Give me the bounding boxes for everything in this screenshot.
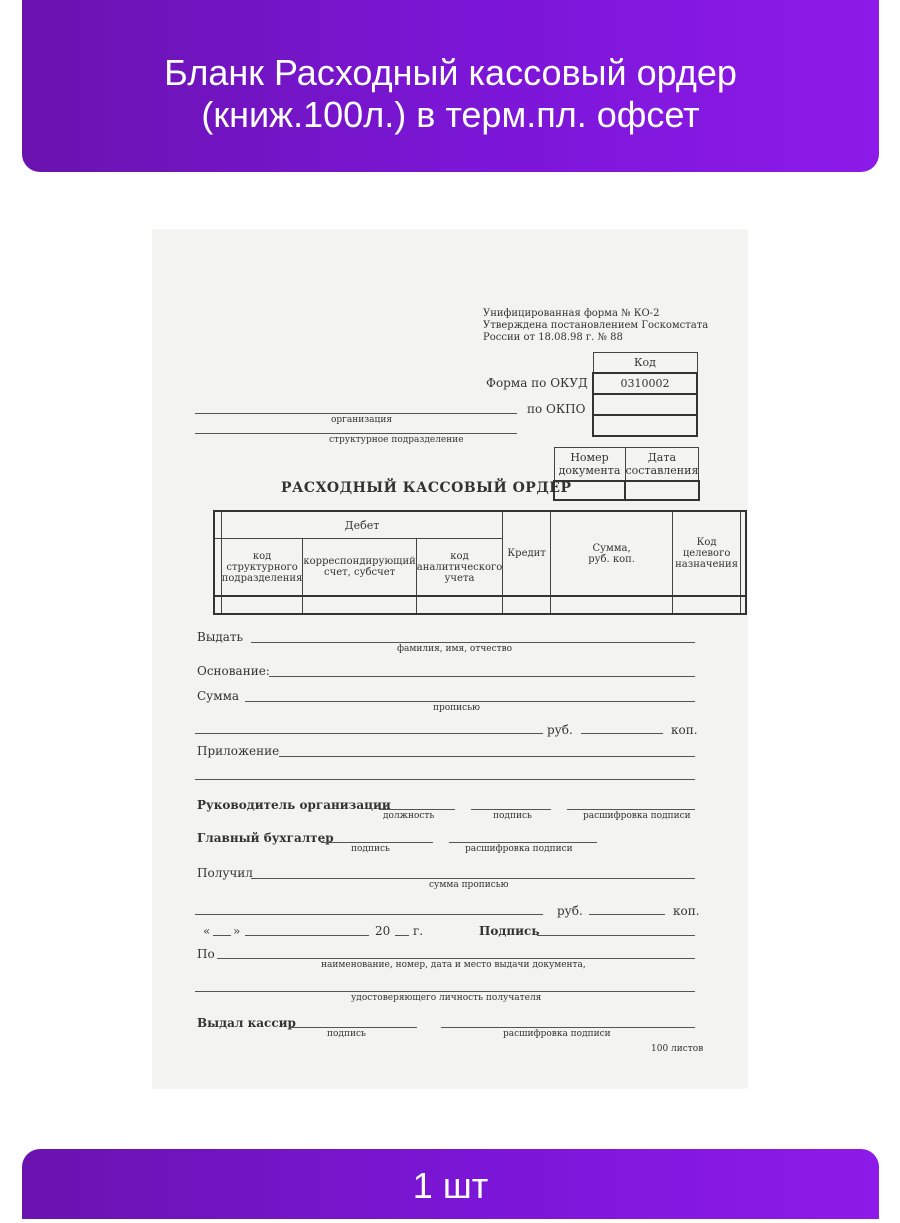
head-position-line [379, 809, 455, 810]
cashier-signature-caption: подпись [327, 1029, 366, 1039]
head-decoding-line [567, 809, 695, 810]
year-line [395, 935, 409, 936]
sum-label: Сумма [197, 689, 240, 703]
code-table [592, 352, 698, 437]
doc-number-table [553, 447, 700, 501]
sum-caption: прописью [433, 703, 480, 713]
identity-caption: удостоверяющего личность получателя [351, 993, 542, 1003]
accounting-table [213, 510, 747, 615]
corr-account-header: корреспондирующий счет, субсчет [303, 539, 416, 597]
sum-line-2 [195, 733, 543, 734]
data-cell [303, 596, 416, 614]
purpose-header: Код целевого назначения [673, 511, 741, 596]
doc-date-header: Дата составления [625, 448, 699, 482]
year-suffix: г. [413, 924, 424, 938]
data-cell [741, 596, 746, 614]
org-line [195, 413, 517, 414]
recipient-signature-line [537, 935, 695, 936]
cashier-decoding-line [441, 1027, 695, 1028]
title-banner [22, 0, 879, 172]
doc-number-header: Номер документа [554, 448, 625, 482]
cashier-label: Выдал кассир [197, 1016, 296, 1030]
extra-code-cell [593, 415, 697, 436]
attachment-label: Приложение [197, 744, 280, 758]
debit-header: Дебет [221, 511, 503, 539]
issue-line [251, 642, 695, 643]
chief-signature-line [321, 842, 433, 843]
po-label: По [197, 947, 215, 961]
data-cell [221, 596, 303, 614]
data-cell [673, 596, 741, 614]
signature-label: Подпись [479, 924, 540, 938]
product-title-line-2: (книж.100л.) в терм.пл. офсет [201, 94, 700, 135]
head-signature-line [471, 809, 551, 810]
sum-line [245, 701, 695, 702]
quantity-banner [22, 1149, 879, 1219]
debit-gap-cell [214, 511, 221, 539]
attachment-line [279, 756, 695, 757]
cashier-signature-line [291, 1027, 417, 1028]
okpo-code-cell [593, 394, 697, 415]
credit-header: Кредит [503, 511, 551, 596]
extra-header [741, 511, 746, 596]
data-cell [503, 596, 551, 614]
document-caption: наименование, номер, дата и место выдачи документа, [321, 960, 586, 970]
form-header-line-2: Утверждена постановлением Госкомстата [483, 320, 709, 331]
dept-line [195, 433, 517, 434]
okpo-label: по ОКПО [527, 402, 586, 416]
sum-header: Сумма, руб. коп. [551, 511, 673, 596]
okud-label: Форма по ОКУД [486, 376, 588, 390]
received-line-2 [195, 914, 543, 915]
attachment-line-2 [195, 779, 695, 780]
code-header: Код [593, 353, 697, 374]
date-close-quote: » [233, 924, 241, 938]
basis-line [269, 676, 695, 677]
date-day-line [213, 935, 231, 936]
received-kop-line [589, 914, 665, 915]
document-line [217, 958, 695, 959]
org-caption: организация [331, 415, 392, 425]
okud-code-cell: 0310002 [593, 373, 697, 394]
year-prefix: 20 [375, 924, 391, 938]
doc-date-cell [625, 481, 699, 500]
rub-label: руб. [547, 723, 573, 737]
dept-code-header: код структурного подразделения [221, 539, 303, 597]
cashier-decoding-caption: расшифровка подписи [503, 1029, 611, 1039]
received-label: Получил [197, 866, 253, 880]
kop-line [581, 733, 663, 734]
head-position-caption: должность [383, 811, 435, 821]
form-header-line-1: Унифицированная форма № КО-2 [483, 308, 660, 319]
data-cell [214, 596, 221, 614]
date-month-line [245, 935, 369, 936]
received-line [251, 878, 695, 879]
sheet-count: 100 листов [651, 1044, 704, 1054]
data-cell [416, 596, 502, 614]
analytic-code-header: код аналитического учета [416, 539, 502, 597]
head-label: Руководитель организации [197, 798, 391, 812]
form-sheet [153, 230, 747, 1088]
form-title: РАСХОДНЫЙ КАССОВЫЙ ОРДЕР [281, 480, 572, 496]
received-kop-label: коп. [673, 904, 700, 918]
head-decoding-caption: расшифровка подписи [583, 811, 691, 821]
data-cell [551, 596, 673, 614]
received-rub-label: руб. [557, 904, 583, 918]
dept-caption: структурное подразделение [329, 435, 464, 445]
basis-label: Основание: [197, 664, 270, 678]
received-caption: сумма прописью [429, 880, 509, 890]
chief-decoding-caption: расшифровка подписи [465, 844, 573, 854]
quantity-label: 1 шт [412, 1165, 489, 1206]
head-signature-caption: подпись [493, 811, 532, 821]
form-header-line-3: России от 18.08.98 г. № 88 [483, 332, 623, 343]
date-open-quote: « [203, 924, 211, 938]
chief-decoding-line [449, 842, 597, 843]
issue-caption: фамилия, имя, отчество [397, 644, 513, 654]
issue-label: Выдать [197, 630, 244, 644]
empty-header [214, 539, 221, 597]
chief-signature-caption: подпись [351, 844, 390, 854]
product-title-line-1: Бланк Расходный кассовый ордер [164, 52, 737, 93]
kop-label: коп. [671, 723, 698, 737]
chief-accountant-label: Главный бухгалтер [197, 831, 334, 845]
document-line-2 [195, 991, 695, 992]
